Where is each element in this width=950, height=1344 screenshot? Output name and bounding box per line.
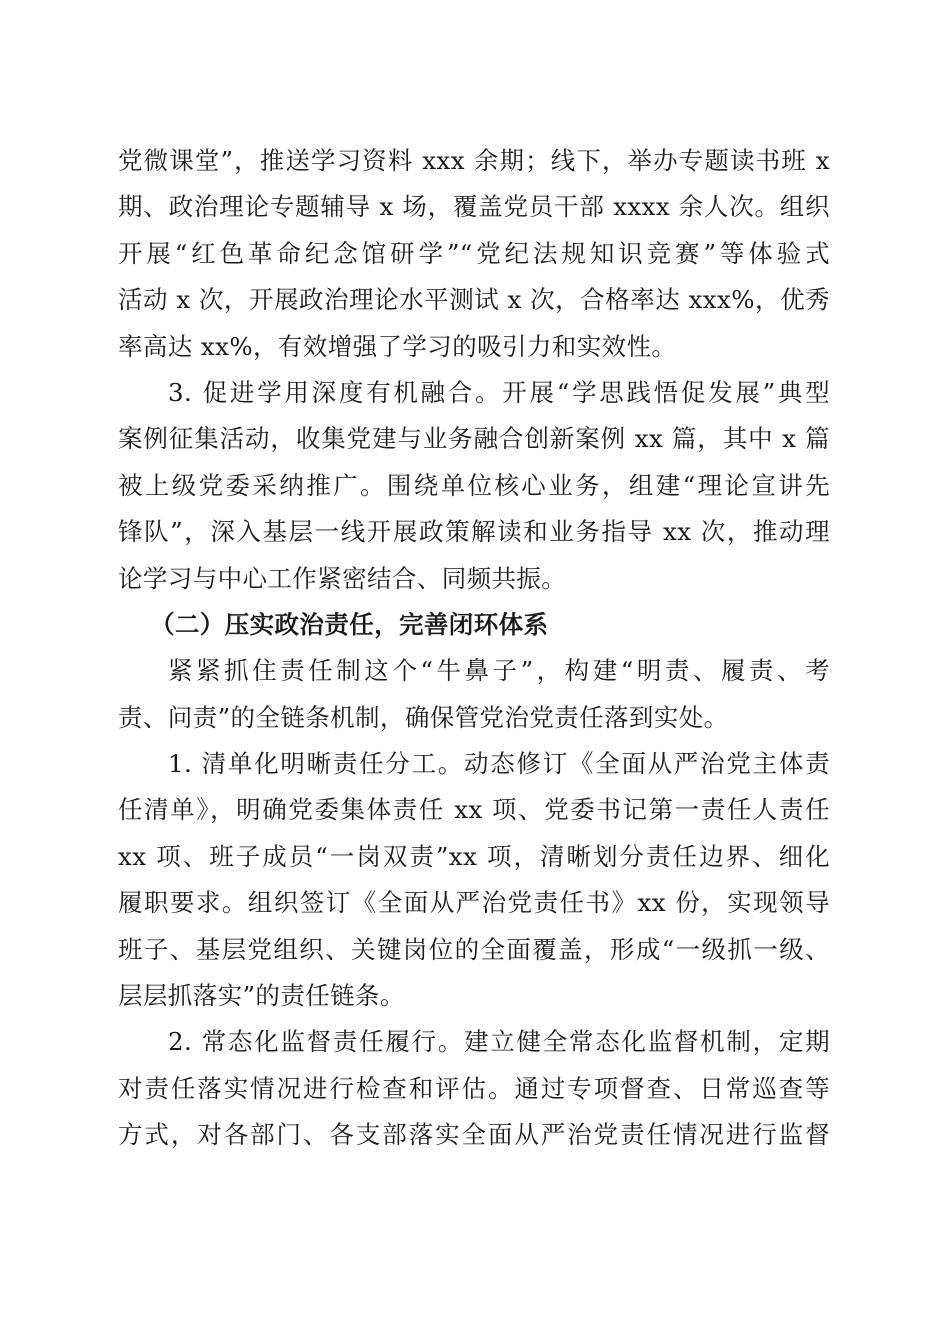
text-line: 任清单》，明确党委集体责任 xx 项、党委书记第一责任人责任 [118,795,830,825]
text-line: 开展“红色革命纪念馆研学”“党纪法规知识竞赛”等体验式 [118,238,830,268]
paragraph-item-3 [118,370,830,602]
text-line: 履职要求。组织签订《全面从严治党责任书》xx 份，实现领导 [118,888,830,918]
paragraph-intro [118,648,830,741]
text-line: 1. 清单化明晰责任分工。动态修订《全面从严治党主体责 [168,749,830,779]
text-line: 责、问责”的全链条机制，确保管党治党责任落到实处。 [118,702,729,732]
text-line: 案例征集活动，收集党建与业务融合创新案例 xx 篇，其中 x 篇 [118,424,830,454]
section-heading [118,602,830,648]
text-line: 2. 常态化监督责任履行。建立健全常态化监督机制，定期 [168,1027,830,1057]
text-line: 被上级党委采纳推广。围绕单位核心业务，组建“理论宣讲先 [118,470,830,500]
text-line: 率高达 xx%，有效增强了学习的吸引力和实效性。 [118,331,677,361]
text-line: 层层抓落实”的责任链条。 [118,981,405,1011]
paragraph-continued [118,138,830,370]
text-line: 活动 x 次，开展政治理论水平测试 x 次，合格率达 xxx%，优秀 [118,285,830,315]
text-line: 期、政治理论专题辅导 x 场，覆盖党员干部 xxxx 余人次。组织 [118,192,830,222]
text-line: 3. 促进学用深度有机融合。开展“学思践悟促发展”典型 [168,377,830,407]
document-body [118,138,830,1159]
text-line: 对责任落实情况进行检查和评估。通过专项督查、日常巡查等 [118,1073,830,1103]
text-line: xx 项、班子成员“一岗双责”xx 项，清晰划分责任边界、细化 [118,841,830,871]
text-line: 方式，对各部门、各支部落实全面从严治党责任情况进行监督 [118,1120,830,1150]
text-line: 党微课堂”，推送学习资料 xxx 余期；线下，举办专题读书班 x [118,146,830,175]
paragraph-item-2 [118,1019,830,1158]
text-line: 锋队”，深入基层一线开展政策解读和业务指导 xx 次，推动理 [118,517,830,547]
text-line: 紧紧抓住责任制这个“牛鼻子”，构建“明责、履责、考 [168,656,830,686]
heading-text: （二）压实政治责任，完善闭环体系 [150,609,549,639]
text-line: 论学习与中心工作紧密结合、同频共振。 [118,563,567,593]
text-line: 班子、基层党组织、关键岗位的全面覆盖，形成“一级抓一级、 [118,934,830,964]
paragraph-item-1 [118,741,830,1019]
